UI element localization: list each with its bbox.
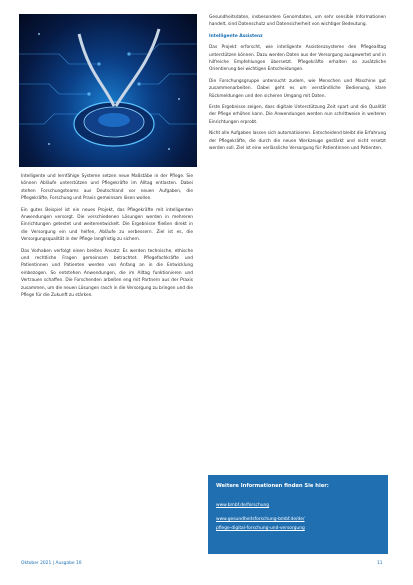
page-number: 11	[377, 561, 383, 566]
left-paragraph-1: Intelligente und lernfähige Systeme setzen neue Maßstäbe in der Pflege. Sie können Abläufe unterstützen und Pflegekräfte im Alltag entlasten. Dabei stehen Forschungsteams aus Deutschland vor neuen Aufgaben, die Pflegekräfte, Forschung und Praxis gemeinsam lösen wollen.	[21, 174, 193, 202]
left-paragraph-2: Ein gutes Beispiel ist ein neues Projekt, das Pflegekräfte mit intelligenten Anwendungen versorgt. Die verschiedenen Lösungen werden in mehreren Einrichtungen getestet und weiterentwickelt. Die Ergebnisse fließen direkt in die Versorgung ein und helfen, Abläufe zu verbessern. Ziel ist es, die Versorgungsqualität in der Pflege langfristig zu sichern.	[21, 207, 193, 243]
footer-issue: Oktober 2021 | Ausgabe 10	[21, 561, 82, 566]
left-paragraph-3: Das Vorhaben verfolgt einen breiten Ansatz: Es werden technische, ethische und rechtliche Fragen gemeinsam betrachtet. Pflegefachkräfte und Patientinnen und Patienten werden von Anfang an in die Entwicklung einbezogen. So entstehen Anwendungen, die im Alltag funktionieren und Vertrauen schaffen. Die Forschenden arbeiten eng mit Partnern aus der Praxis zusammen, um die neuen Lösungen rasch in die Versorgung zu bringen und die Pflege für die Zukunft zu stärken.	[21, 248, 193, 299]
right-text-column	[209, 14, 386, 157]
info-box-title: Weitere Informationen finden Sie hier:	[216, 483, 329, 489]
info-box	[208, 475, 388, 554]
hero-image	[19, 14, 197, 167]
right-paragraph-3: Erste Ergebnisse zeigen, dass digitale Unterstützung Zeit spart und die Qualität der Pflege erhöhen kann. Die Anwendungen werden nun schrittweise in weiteren Einrichtungen erprobt.	[209, 105, 386, 125]
stethoscope-circuit-illustration	[19, 14, 197, 167]
section-subheading: Intelligente Assistenz	[209, 33, 263, 39]
info-link-1[interactable]: www.bmbf.de/forschung	[216, 503, 270, 508]
info-link-3[interactable]: pflege-digital-forschung-und-versorgung	[216, 526, 305, 531]
right-paragraph-4: Nicht alle Aufgaben lassen sich automatisieren. Entscheidend bleibt die Erfahrung der Pflegekräfte, die durch die neuen Werkzeuge gestärkt und nicht ersetzt werden soll. Ziel ist eine verlässliche Versorgung für Patientinnen und Patienten.	[209, 131, 386, 152]
right-intro: Gesundheitsdaten, insbesondere Genomdaten, um sehr sensible Informationen handelt, sind Datenschutz und Datensicherheit von wichtiger Bedeutung.	[209, 15, 386, 28]
right-paragraph-2: Die Forschungsgruppe untersucht zudem, wie Menschen und Maschine gut zusammenarbeiten. Dabei geht es um verständliche Bedienung, klare Rückmeldungen und den sicheren Umgang mit Daten.	[209, 78, 386, 99]
info-link-2[interactable]: www.gesundheitsforschung-bmbf.de/de/	[216, 517, 305, 522]
right-paragraph-1: Das Projekt erforscht, wie intelligente Assistenzsysteme den Pflegealltag unterstützen können. Dazu werden Daten aus der Versorgung ausgewertet und in hilfreiche Empfehlungen übersetzt. Pflegekräfte erhalten so zusätzliche Orientierung bei wichtigen Entscheidungen.	[209, 45, 386, 73]
left-text-column	[21, 173, 193, 304]
